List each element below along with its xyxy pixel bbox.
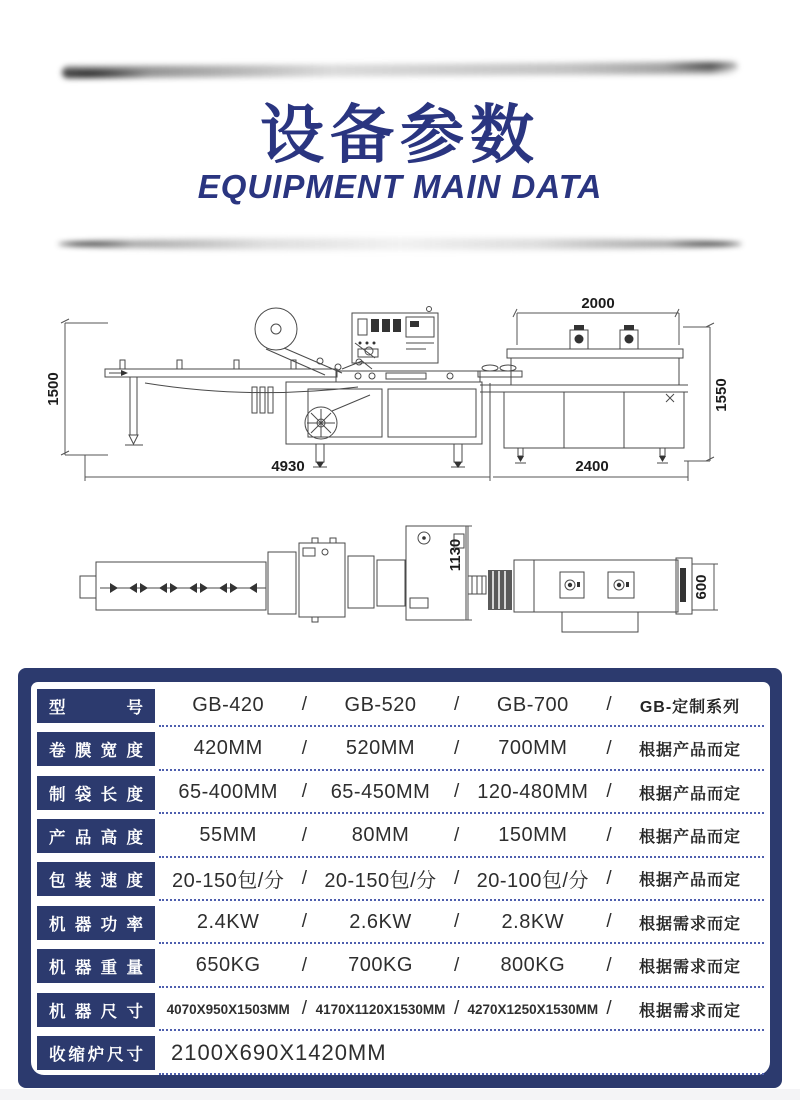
separator: / — [454, 911, 460, 933]
dimension-machine-length — [85, 455, 490, 481]
row-label-chip — [37, 776, 155, 810]
spec-value: 150MM — [498, 824, 568, 847]
spec-value: 80MM — [351, 824, 410, 847]
spec-value: 650KG — [195, 954, 261, 977]
separator: / — [454, 998, 460, 1020]
table-row-product-height — [35, 815, 764, 858]
row-label-chip — [37, 732, 155, 766]
row-label-chip — [37, 862, 155, 896]
svg-text:2400: 2400 — [575, 458, 609, 475]
spec-value: 4170X1120X1530MM — [315, 1001, 446, 1017]
spec-value: 55MM — [199, 824, 257, 847]
separator: / — [606, 824, 612, 846]
spec-table-panel — [18, 668, 782, 1088]
separator: / — [301, 998, 307, 1020]
row-label-chip — [37, 993, 155, 1027]
dimension-tunnel-top — [513, 295, 679, 345]
row-label: 机器功率 — [49, 915, 143, 934]
spec-value: 2.8KW — [501, 910, 565, 933]
spec-value: 65-400MM — [178, 780, 278, 803]
separator: / — [454, 694, 460, 716]
separator: / — [301, 867, 307, 889]
spec-note: GB-定制系列 — [639, 698, 741, 716]
spec-value: 65-450MM — [330, 780, 431, 803]
spec-value: 4070X950X1503MM — [166, 1001, 290, 1017]
spec-note: 根据需求而定 — [638, 1002, 741, 1020]
separator: / — [301, 954, 307, 976]
row-label: 机器重量 — [49, 959, 143, 978]
spec-value: 2100X690X1420MM — [171, 1039, 387, 1065]
spec-note: 根据需求而定 — [638, 915, 741, 933]
svg-text:1130: 1130 — [447, 538, 464, 572]
table-row-film-width — [35, 728, 764, 771]
dimension-machine-height — [45, 319, 108, 455]
row-label: 型号 — [49, 698, 143, 717]
row-label-chip — [37, 1036, 155, 1070]
spec-value: 20-150包/分 — [171, 870, 285, 893]
dimension-tunnel-width — [692, 564, 718, 610]
separator: / — [301, 824, 307, 846]
dimension-tunnel-length — [493, 458, 688, 481]
table-row-machine-size — [35, 988, 764, 1031]
separator: / — [301, 911, 307, 933]
table-row-shrink-oven-size — [35, 1032, 764, 1075]
page-bottom-strip — [0, 1089, 800, 1100]
row-label: 包装速度 — [49, 872, 143, 891]
row-label: 制袋长度 — [49, 785, 143, 804]
spec-value: 800KG — [500, 954, 566, 977]
row-label-chip — [37, 689, 155, 723]
row-label: 收缩炉尺寸 — [49, 1046, 143, 1065]
spec-value: GB-700 — [496, 693, 569, 716]
dimension-tunnel-height — [683, 323, 730, 461]
separator: / — [301, 781, 307, 803]
spec-value: 4270X1250X1530MM — [467, 1001, 599, 1017]
spec-value: 520MM — [345, 737, 416, 760]
separator: / — [301, 694, 307, 716]
table-row-packing-speed — [35, 858, 764, 901]
table-row-machine-weight — [35, 945, 764, 988]
spec-note: 根据需求而定 — [638, 959, 741, 977]
spec-value: 2.6KW — [349, 910, 412, 933]
row-label-chip — [37, 819, 155, 853]
spec-value: 20-100包/分 — [476, 870, 589, 893]
separator: / — [606, 954, 612, 976]
spec-value: GB-420 — [192, 693, 265, 716]
row-label-chip — [37, 906, 155, 940]
spec-table — [31, 682, 770, 1075]
table-row-machine-power — [35, 901, 764, 944]
spec-note: 根据产品而定 — [638, 829, 741, 847]
spec-value: GB-520 — [344, 693, 417, 716]
separator: / — [454, 867, 460, 889]
separator: / — [301, 737, 307, 759]
row-label: 卷膜宽度 — [49, 742, 143, 761]
spec-value: 700KG — [348, 954, 413, 977]
row-label-chip — [37, 949, 155, 983]
row-label: 产品高度 — [49, 829, 143, 848]
spec-note: 根据产品而定 — [638, 872, 741, 890]
svg-text:2000: 2000 — [581, 295, 615, 312]
separator: / — [606, 911, 612, 933]
separator: / — [606, 867, 612, 889]
spec-note: 根据产品而定 — [638, 742, 741, 760]
separator: / — [606, 737, 612, 759]
spec-value: 2.4KW — [196, 910, 260, 933]
header-top-shadow — [62, 62, 738, 79]
spec-note: 根据产品而定 — [638, 785, 741, 803]
svg-text:4930: 4930 — [271, 458, 305, 475]
spec-value: 120-480MM — [477, 780, 589, 803]
separator: / — [454, 824, 460, 846]
table-row-bag-length — [35, 771, 764, 814]
separator: / — [454, 781, 460, 803]
separator: / — [606, 694, 612, 716]
spec-value: 700MM — [498, 737, 568, 760]
row-label: 机器尺寸 — [49, 1002, 143, 1021]
svg-text:1500: 1500 — [45, 372, 62, 406]
separator: / — [606, 781, 612, 803]
top-view-diagram — [20, 498, 780, 658]
spec-value: 420MM — [193, 737, 263, 760]
svg-text:1550: 1550 — [713, 378, 730, 412]
dimension-machine-width — [447, 526, 472, 620]
spec-value: 20-150包/分 — [324, 870, 437, 893]
side-view-diagram — [20, 283, 780, 488]
separator: / — [606, 998, 612, 1020]
separator: / — [454, 737, 460, 759]
separator: / — [454, 954, 460, 976]
table-row-model — [35, 684, 764, 727]
svg-text:600: 600 — [693, 574, 710, 600]
page-title-en: EQUIPMENT MAIN DATA — [197, 168, 603, 205]
page-title-zh: 设备参数 — [260, 99, 540, 171]
header-bottom-shadow — [58, 238, 742, 250]
